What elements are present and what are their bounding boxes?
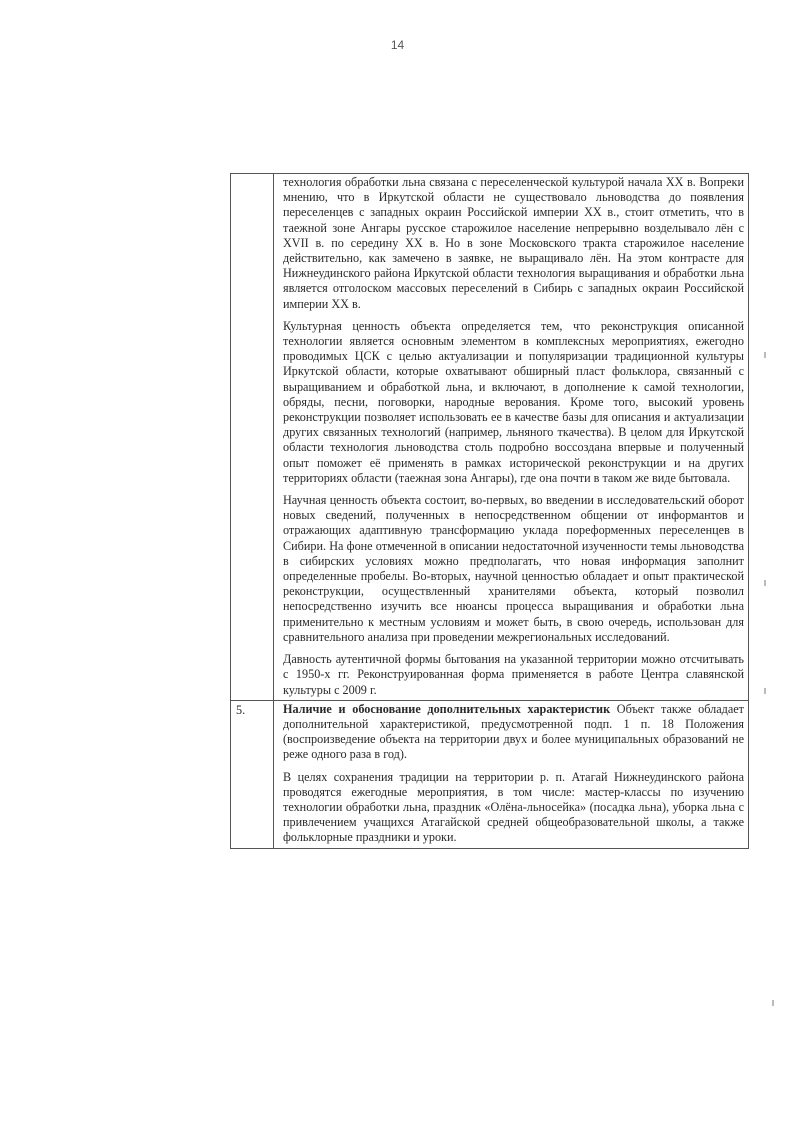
row-text-cell bbox=[274, 174, 749, 701]
criteria-table bbox=[230, 173, 749, 849]
scan-mark bbox=[764, 352, 766, 358]
table-row bbox=[231, 700, 749, 848]
paragraph-scientific-value: Научная ценность объекта состоит, во-первых, во введении в исследовательский оборот новых сведений, полученных в непосредственном общении от информантов и отражающих адаптивную трансформацию уклада пореформенных переселенцев в Сибири. На фоне отмеченной в описании недостаточной изученности темы льноводства в сибирских условиях можно предполагать, что новая информация заполнит определенные пробелы. Во-вторых, научной ценностью обладает и опыт практической реконструкции, осуществленный хранителями объекта, который позволил непосредственно изучить все нюансы процесса выращивания и обработки льна применительно к местным условиям и может быть, в свою очередь, использован для сравнительного анализа при проведении межрегиональных исследований. bbox=[283, 493, 744, 644]
section-heading: Наличие и обоснование дополнительных характеристик bbox=[283, 701, 611, 716]
row-text-cell bbox=[274, 700, 749, 848]
section-text: Объект также обладает дополнительной характеристикой, предусмотренной подп. 1 п. 18 Положения (воспроизведение объекта на территории двух и более муниципальных образований не реже одного раза в год). bbox=[283, 701, 744, 762]
scan-mark bbox=[764, 580, 766, 586]
paragraph-age: Давность аутентичной формы бытования на указанной территории можно отсчитывать с 1950-х гг. Реконструированная форма применяется в работе Центра славянской культуры с 2009 г. bbox=[283, 652, 744, 697]
table-row bbox=[231, 174, 749, 701]
row-number-cell bbox=[231, 174, 274, 701]
paragraph-cultural-value: Культурная ценность объекта определяется тем, что реконструкция описанной технологии является основным элементом в комплексных мероприятиях, ежегодно проводимых ЦСК с целью актуализации и популяризации традиционной культуры Иркутской области, которые охватывают обширный пласт фольклора, связанный с выращиванием и обработкой льна, и включают, в дополнение к самой технологии, обряды, песни, поговорки, народные верования. Кроме того, высокий уровень реконструкции позволяет использовать ее в качестве базы для описания и актуализации других связанных технологий (например, льняного ткачества). В целом для Иркутской области технология льноводства столь подробно воссоздана впервые и полученный опыт поможет её применять в рамках исторической реконструкции и на других территориях области (таежная зона Ангары), где она почти в таком же виде бытовала. bbox=[283, 318, 744, 485]
paragraph-events: В целях сохранения традиции на территории р. п. Атагай Нижнеудинского района проводятся ежегодные мероприятия, в том числе: мастер-классы по изучению технологии обработки льна, праздник «Олёна-льносейка» (посадка льна), уборка льна с привлечением учащихся Атагайской средней общеобразовательной школы, а также фольклорные праздники и уроки. bbox=[283, 769, 744, 845]
row-number-cell: 5. bbox=[231, 700, 274, 848]
page-number: 14 bbox=[390, 38, 405, 52]
scan-mark bbox=[772, 1000, 774, 1006]
paragraph-history: технология обработки льна связана с переселенческой культурой начала XX в. Вопреки мнению, что в Иркутской области не существовало льноводства до появления переселенцев с западных окраин Российской империи XX в., стоит отметить, что в таежной зоне Ангары русское старожилое население непрерывно возделывало лён с XVII в. по середину XX в. Но в зоне Московского тракта старожилое население действительно, как замечено в заявке, не выращивало лён. На этом контрасте для Нижнеудинского района Иркутской области технология выращивания и обработки льна является отголоском массовых переселений в Сибирь с западных окраин Российской империи XX в. bbox=[283, 175, 744, 311]
scan-mark bbox=[764, 688, 766, 694]
paragraph-additional-characteristics bbox=[283, 702, 744, 763]
